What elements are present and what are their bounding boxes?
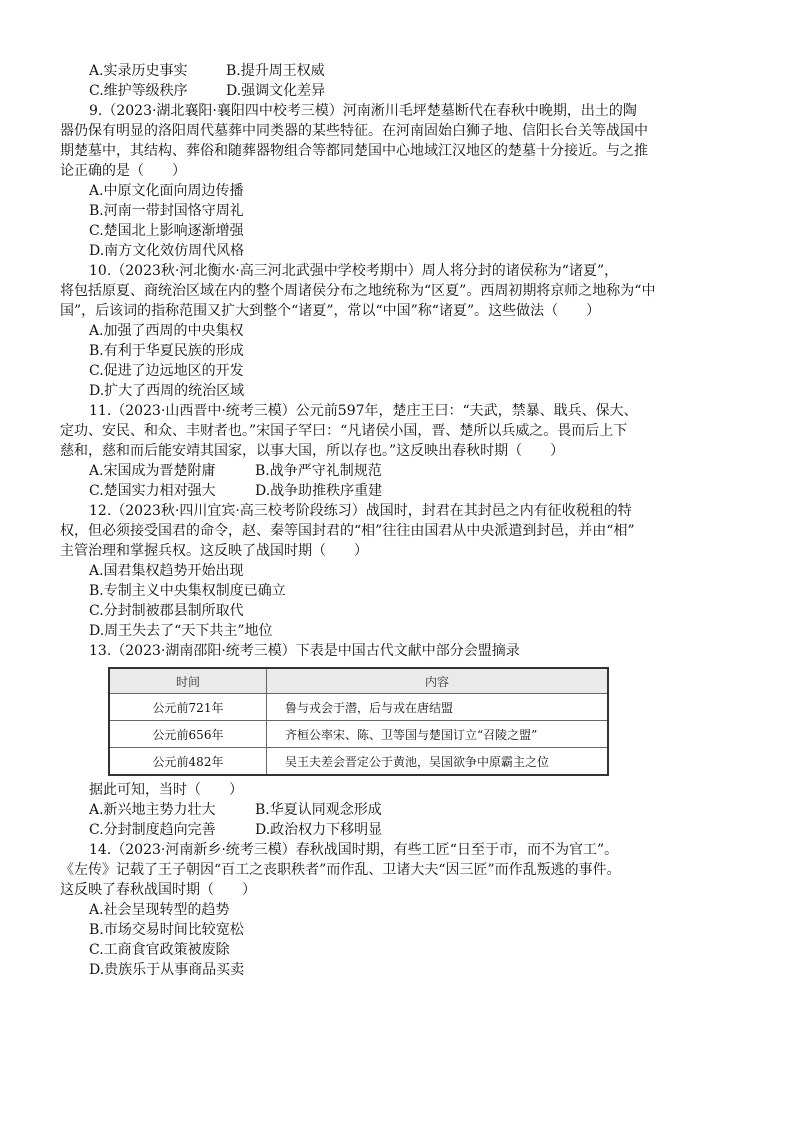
q12-option-c: C.分封制被郡县制所取代 (89, 603, 244, 619)
q12-option-a: A.国君集权趋势开始出现 (89, 563, 244, 579)
q13-options-row2 (89, 820, 729, 840)
q8-option-d: D.强调文化差异 (226, 83, 326, 99)
q9-option-d: D.南方文化效仿周代风格 (89, 243, 245, 259)
q14-option-a: A.社会呈现转型的趋势 (89, 902, 230, 918)
table-cell-time: 公元前721年 (109, 694, 267, 721)
q13-option-c: C.分封制度趋向完善 (89, 822, 216, 838)
q14-option-c: C.工商食官政策被废除 (89, 942, 230, 958)
table-header-time: 时间 (109, 668, 267, 694)
q14-stem-line3: 这反映了春秋战国时期（ ） (60, 882, 256, 898)
q8-option-b: B.提升周王权威 (226, 63, 325, 79)
q9-stem-line1: 9.（2023·湖北襄阳·襄阳四中校考三模）河南淅川毛坪楚墓断代在春秋中晚期，出土的陶 (89, 103, 637, 119)
q10-option-d: D.扩大了西周的统治区域 (89, 383, 245, 399)
q11-stem-line2: 定功、安民、和众、丰财者也。”宋国子罕曰：“凡诸侯小国，晋、楚所以兵威之。畏而后上下 (60, 423, 628, 439)
q12-stem-line2: 权，但必须接受国君的命令，赵、秦等国封君的“相”往往由国君从中央派遣到封邑，并由“相” (60, 523, 635, 539)
q12-option-d: D.周王失去了“天下共主”地位 (89, 623, 273, 639)
q13-stem-line1: 13.（2023·湖南邵阳·统考三模）下表是中国古代文献中部分会盟摘录 (89, 643, 520, 659)
q13-options-row1 (89, 800, 729, 820)
q10-stem-line1: 10.（2023秋·河北衡水·高三河北武强中学校考期中）周人将分封的诸侯称为“诸夏”， (89, 263, 619, 279)
q8-option-c: C.维护等级秩序 (89, 83, 188, 99)
q11-option-b: B.战争严守礼制规范 (255, 463, 382, 479)
q14-option-b: B.市场交易时间比较宽松 (89, 922, 244, 938)
table-cell-time: 公元前482年 (109, 748, 267, 776)
table-row (109, 694, 608, 721)
q13-stem-line2: 据此可知，当时（ ） (89, 782, 243, 798)
q11-option-d: D.战争助推秩序重建 (255, 483, 383, 499)
question-list (60, 61, 729, 980)
q9-stem-line3: 期楚墓中，其结构、葬俗和随葬器物组合等都同楚国中心地域江汉地区的楚墓十分接近。与之推 (60, 143, 648, 159)
table-header-row (109, 668, 608, 694)
q14-stem-line1: 14.（2023·河南新乡·统考三模）春秋战国时期，有些工匠“日至于市，而不为官工”。 (89, 842, 619, 858)
q11-stem-line1: 11.（2023·山西晋中·统考三模）公元前597年，楚庄王曰：“夫武，禁暴、戢兵、保大、 (89, 403, 638, 419)
table-cell-content: 鲁与戎会于潜，后与戎在唐结盟 (267, 694, 609, 721)
q9-option-a: A.中原文化面向周边传播 (89, 183, 244, 199)
q12-stem-line1: 12.（2023秋·四川宜宾·高三校考阶段练习）战国时，封君在其封邑之内有征收税租的特 (89, 503, 632, 519)
q10-option-c: C.促进了边远地区的开发 (89, 363, 244, 379)
q11-options-row1 (89, 461, 729, 481)
q8-options-row1 (89, 61, 729, 81)
q12-stem-line3: 主管治理和掌握兵权。这反映了战国时期（ ） (60, 543, 368, 559)
q10-option-b: B.有利于华夏民族的形成 (89, 343, 244, 359)
q8-option-a: A.实录历史事实 (89, 63, 188, 79)
table-cell-content: 齐桓公率宋、陈、卫等国与楚国订立“召陵之盟” (267, 721, 609, 748)
table-row (109, 721, 608, 748)
alliance-table (108, 667, 609, 776)
q9-stem-line2: 器仍保有明显的洛阳周代墓葬中同类器的某些特征。在河南固始白狮子地、信阳长台关等战国中 (60, 123, 648, 139)
q13-option-d: D.政治权力下移明显 (255, 822, 383, 838)
q14-option-d: D.贵族乐于从事商品买卖 (89, 962, 245, 978)
q11-option-a: A.宋国成为晋楚附庸 (89, 463, 216, 479)
q8-options-row2 (89, 81, 729, 101)
q11-stem-line3: 慈和，慈和而后能安靖其国家，以事大国，所以存也。”这反映出春秋时期（ ） (60, 443, 565, 459)
q10-option-a: A.加强了西周的中央集权 (89, 323, 244, 339)
q9-option-b: B.河南一带封国恪守周礼 (89, 203, 244, 219)
q9-option-c: C.楚国北上影响逐渐增强 (89, 223, 244, 239)
table-cell-time: 公元前656年 (109, 721, 267, 748)
q10-stem-line3: 国”，后该词的指称范围又扩大到整个“诸夏”，常以“中国”称“诸夏”。这些做法（ ） (60, 303, 601, 319)
q10-stem-line2: 将包括原夏、商统治区域在内的整个周诸侯分布之地统称为“区夏”。西周初期将京师之地称为“中 (60, 283, 656, 299)
table-row (109, 748, 608, 776)
q13-option-a: A.新兴地主势力壮大 (89, 802, 216, 818)
q12-option-b: B.专制主义中央集权制度已确立 (89, 583, 286, 599)
q13-option-b: B.华夏认同观念形成 (255, 802, 382, 818)
table-cell-content: 吴王夫差会晋定公于黄池，吴国欲争中原霸主之位 (267, 748, 609, 776)
q11-option-c: C.楚国实力相对强大 (89, 483, 216, 499)
q14-stem-line2: 《左传》记载了王子朝因“百工之丧职秩者”而作乱、卫诸大夫“因三匠”而作乱叛逃的事件。 (60, 862, 621, 878)
q9-stem-line4: 论正确的是（ ） (60, 163, 186, 179)
q11-options-row2 (89, 481, 729, 501)
table-header-content: 内容 (267, 668, 609, 694)
